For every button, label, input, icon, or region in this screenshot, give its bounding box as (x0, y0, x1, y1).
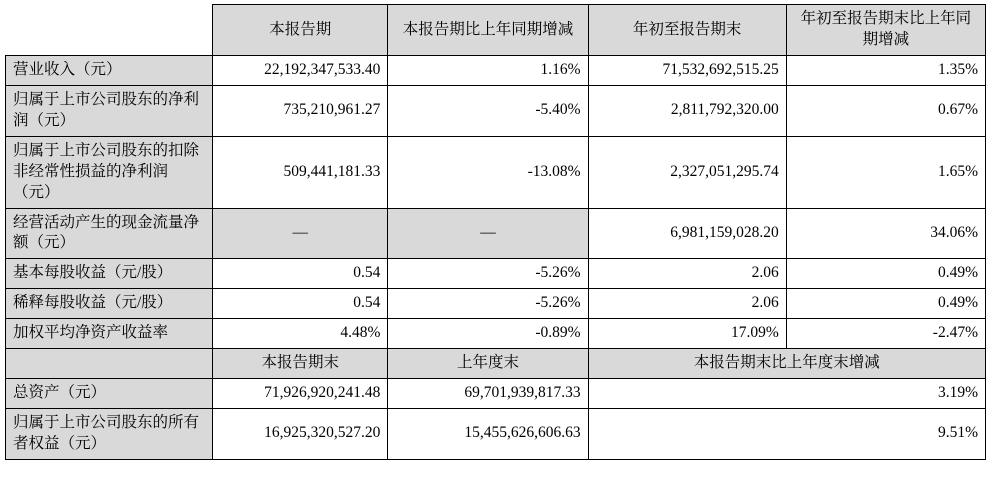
table-row (6, 379, 986, 409)
row-value: 22,192,347,533.40 (213, 56, 388, 86)
header-current-period-yoy: 本报告期比上年同期增减 (388, 5, 588, 56)
table-row (6, 319, 986, 349)
row-label: 营业收入（元） (6, 56, 213, 86)
header-ytd-yoy: 年初至报告期末比上年同期增减 (786, 5, 985, 56)
row-value: 71,532,692,515.25 (588, 56, 786, 86)
row-value: 4.48% (213, 319, 388, 349)
table-row (6, 136, 986, 208)
row-value: 6,981,159,028.20 (588, 208, 786, 259)
header-corner-cell-secondary (6, 349, 213, 379)
row-value: 0.49% (786, 289, 985, 319)
header-corner-cell (6, 5, 213, 56)
row-value: -5.26% (388, 259, 588, 289)
row-value: 0.49% (786, 259, 985, 289)
row-value: 3.19% (588, 379, 985, 409)
header-period-end-change: 本报告期末比上年度末增减 (588, 349, 985, 379)
row-value: 735,210,961.27 (213, 85, 388, 136)
row-value: 69,701,939,817.33 (388, 379, 588, 409)
row-value: 16,925,320,527.20 (213, 408, 388, 459)
row-value: 9.51% (588, 408, 985, 459)
financial-summary-table (5, 4, 986, 460)
row-value: 1.65% (786, 136, 985, 208)
row-value: 34.06% (786, 208, 985, 259)
header-prior-year-end: 上年度末 (388, 349, 588, 379)
table-row (6, 208, 986, 259)
row-label: 归属于上市公司股东的扣除非经常性损益的净利润（元） (6, 136, 213, 208)
row-value: 2.06 (588, 289, 786, 319)
row-label: 归属于上市公司股东的所有者权益（元） (6, 408, 213, 459)
header-ytd: 年初至报告期末 (588, 5, 786, 56)
row-value: 0.54 (213, 289, 388, 319)
row-value: — (213, 208, 388, 259)
row-value: 15,455,626,606.63 (388, 408, 588, 459)
row-value: -5.26% (388, 289, 588, 319)
row-value: -5.40% (388, 85, 588, 136)
table-row (6, 408, 986, 459)
table-row (6, 259, 986, 289)
row-value: 2.06 (588, 259, 786, 289)
row-label: 稀释每股收益（元/股） (6, 289, 213, 319)
row-label: 归属于上市公司股东的净利润（元） (6, 85, 213, 136)
row-value: -0.89% (388, 319, 588, 349)
row-value: 2,327,051,295.74 (588, 136, 786, 208)
table-row (6, 85, 986, 136)
row-value: -2.47% (786, 319, 985, 349)
row-value: 71,926,920,241.48 (213, 379, 388, 409)
row-value: 0.67% (786, 85, 985, 136)
row-value: 17.09% (588, 319, 786, 349)
table-header-row-secondary (6, 349, 986, 379)
table-row (6, 289, 986, 319)
header-current-period: 本报告期 (213, 5, 388, 56)
table-row (6, 56, 986, 86)
row-label: 加权平均净资产收益率 (6, 319, 213, 349)
row-value: 2,811,792,320.00 (588, 85, 786, 136)
row-value: 509,441,181.33 (213, 136, 388, 208)
row-value: 1.35% (786, 56, 985, 86)
row-value: 0.54 (213, 259, 388, 289)
header-period-end: 本报告期末 (213, 349, 388, 379)
table-header-row (6, 5, 986, 56)
row-value: -13.08% (388, 136, 588, 208)
row-label: 经营活动产生的现金流量净额（元） (6, 208, 213, 259)
row-value: 1.16% (388, 56, 588, 86)
row-value: — (388, 208, 588, 259)
row-label: 总资产（元） (6, 379, 213, 409)
row-label: 基本每股收益（元/股） (6, 259, 213, 289)
